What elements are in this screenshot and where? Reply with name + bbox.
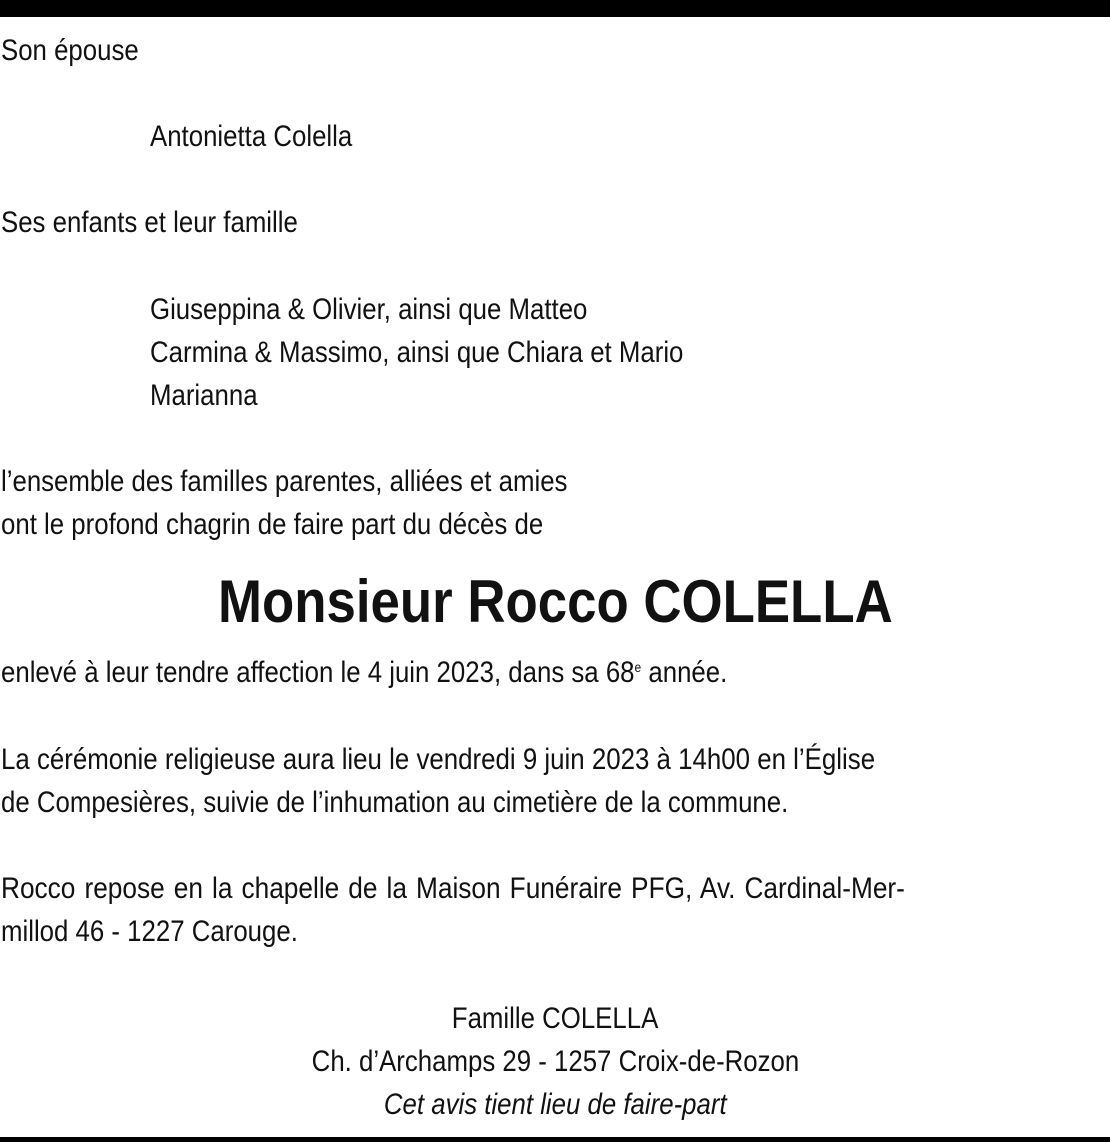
children-line-3: Marianna <box>150 379 258 412</box>
top-border-rule <box>0 0 1110 17</box>
signature-family <box>0 1002 1110 1036</box>
children-line-1: Giuseppina & Olivier, ainsi que Matteo <box>150 293 588 326</box>
children-heading: Ses enfants et leur famille <box>1 206 298 239</box>
passing-line <box>1 656 727 690</box>
deceased-name <box>0 567 1110 637</box>
passing-superscript: e <box>634 659 642 675</box>
spouse-heading: Son épouse <box>1 34 139 67</box>
spouse-name: Antonietta Colella <box>150 120 353 153</box>
bottom-border-rule <box>0 1137 1110 1142</box>
repose-line-1: Rocco repose en la chapelle de la Maison Funéraire PFG, Av. Cardinal-Mer- <box>1 872 905 905</box>
passing-text-after: année. <box>641 656 728 689</box>
ceremony-line-1: La cérémonie religieuse aura lieu le vendredi 9 juin 2023 à 14h00 en l’Église <box>1 743 876 776</box>
children-line-2: Carmina & Massimo, ainsi que Chiara et Mario <box>150 336 684 369</box>
signature-address-text: Ch. d’Archamps 29 - 1257 Croix-de-Rozon <box>311 1045 799 1078</box>
deceased-name-text: Monsieur Rocco COLELLA <box>217 568 893 635</box>
signature-family-text: Famille COLELLA <box>451 1002 659 1035</box>
signature-address <box>0 1045 1110 1079</box>
announcement-line-2: ont le profond chagrin de faire part du décès de <box>1 508 544 541</box>
signature-note-text: Cet avis tient lieu de faire-part <box>383 1088 727 1121</box>
signature-note <box>0 1088 1110 1122</box>
passing-text-before: enlevé à leur tendre affection le 4 juin 2023, dans sa 68 <box>1 656 635 689</box>
announcement-line-1: l’ensemble des familles parentes, alliées et amies <box>1 465 568 498</box>
ceremony-line-2: de Compesières, suivie de l’inhumation au cimetière de la commune. <box>1 786 789 819</box>
repose-line-2: millod 46 - 1227 Carouge. <box>1 915 298 948</box>
